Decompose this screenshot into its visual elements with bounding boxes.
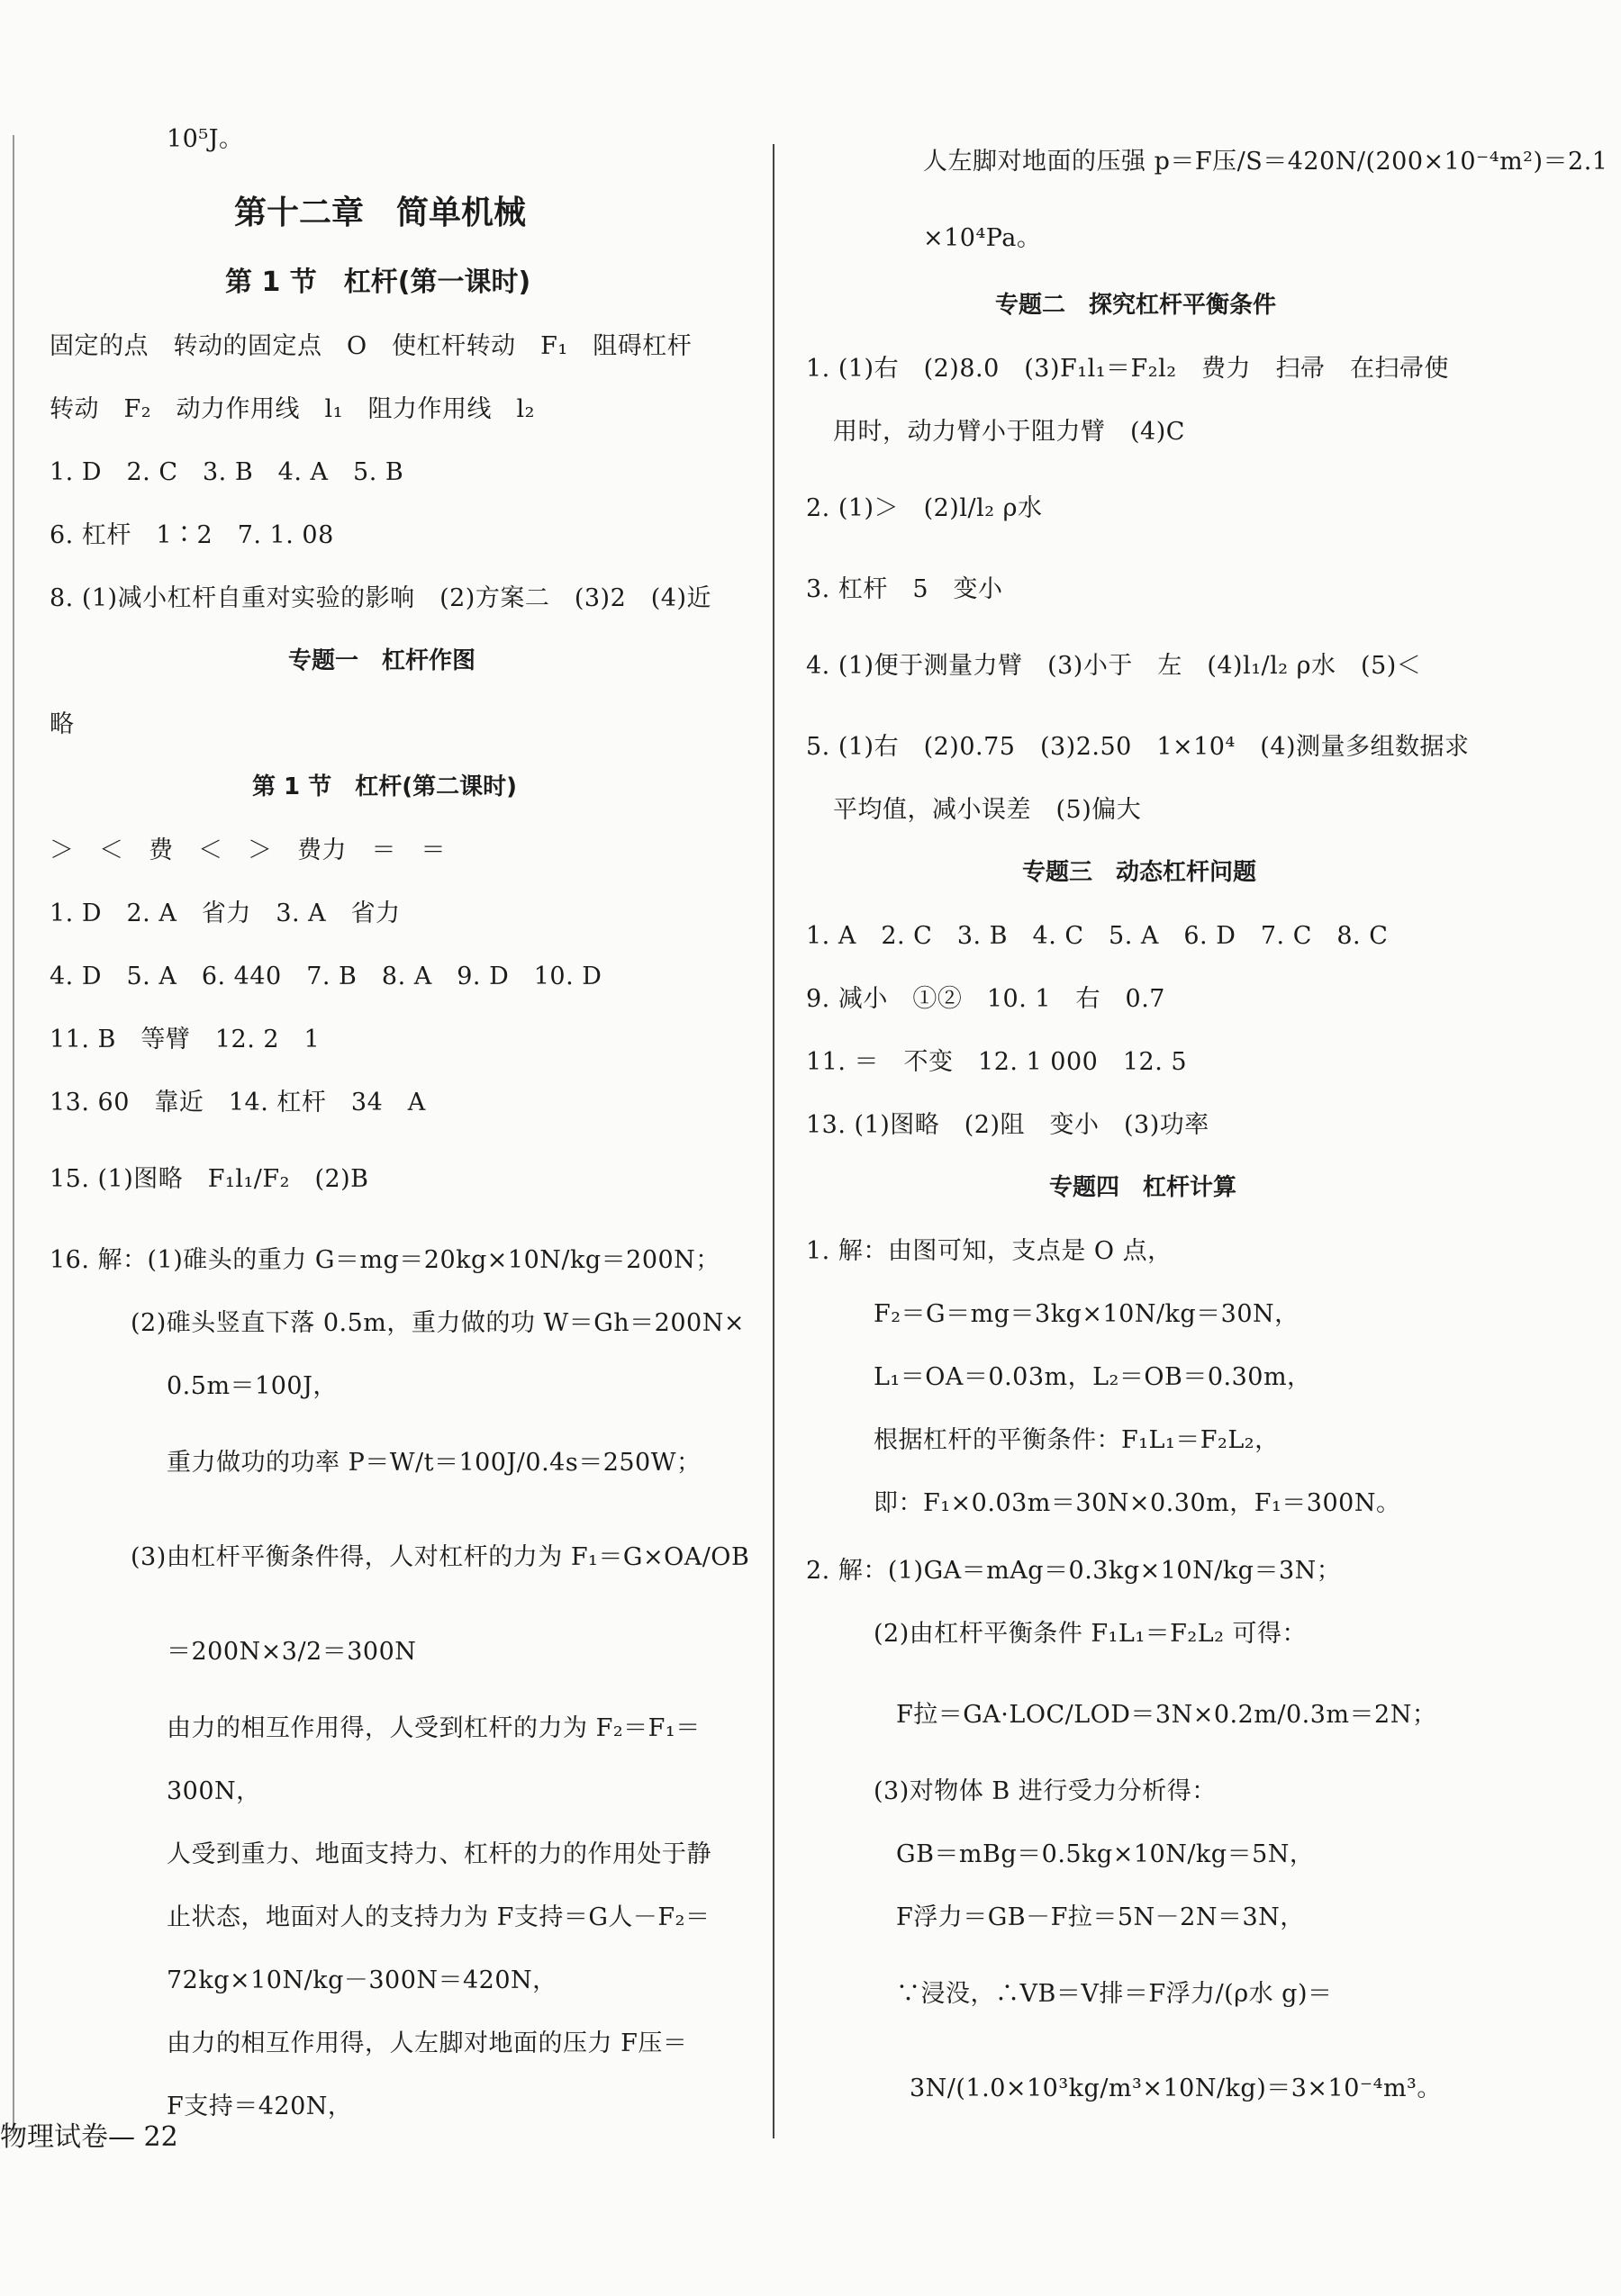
answer-line: 16. 解：(1)碓头的重力 G＝mg＝20kg×10N/kg＝200N； <box>50 1246 720 1274</box>
answer-line: 3. 杠杆 5 变小 <box>806 575 1003 603</box>
column-divider <box>773 144 774 2138</box>
answer-line: 止状态，地面对人的支持力为 F支持＝G人－F₂＝ <box>167 1903 711 1931</box>
answer-line: 11. ＝ 不变 12. 1 000 12. 5 <box>806 1048 1188 1076</box>
answer-line: 根据杠杆的平衡条件：F₁L₁＝F₂L₂， <box>874 1426 1280 1454</box>
answer-line: ＝200N×3/2＝300N <box>167 1638 417 1666</box>
answer-line: 13. 60 靠近 14. 杠杆 34 A <box>50 1089 426 1116</box>
answer-line: 重力做功的功率 P＝W/t＝100J/0.4s＝250W； <box>167 1449 702 1477</box>
answer-line: 6. 杠杆 1∶2 7. 1. 08 <box>50 521 334 549</box>
answer-line: 4. D 5. A 6. 440 7. B 8. A 9. D 10. D <box>50 963 602 990</box>
section-heading: 专题三 动态杠杆问题 <box>1022 859 1257 886</box>
answer-line: 4. (1)便于测量力臂 (3)小于 左 (4)l₁/l₂ ρ水 (5)＜ <box>806 652 1422 680</box>
answer-line: 1. A 2. C 3. B 4. C 5. A 6. D 7. C 8. C <box>806 922 1389 950</box>
answer-line: 9. 减小 ①② 10. 1 右 0.7 <box>806 985 1165 1013</box>
answer-line: 2. (1)＞ (2)l/l₂ ρ水 <box>806 494 1043 522</box>
section-heading: 专题二 探究杠杆平衡条件 <box>995 292 1277 319</box>
answer-line: F浮力＝GB－F拉＝5N－2N＝3N， <box>896 1903 1305 1931</box>
answer-line: F₂＝G＝mg＝3kg×10N/kg＝30N， <box>874 1300 1300 1328</box>
answer-line: ＞ ＜ 费 ＜ ＞ 费力 ＝ ＝ <box>50 836 446 864</box>
section-heading: 第 1 节 杠杆(第二课时) <box>252 773 517 800</box>
answer-line: 300N， <box>167 1777 261 1805</box>
page-footer: 物理试卷— 22 <box>0 2121 178 2153</box>
answer-line: 人左脚对地面的压强 p＝F压/S＝420N/(200×10⁻⁴m²)＝2.1 <box>923 148 1608 176</box>
answer-line: 13. (1)图略 (2)阻 变小 (3)功率 <box>806 1111 1209 1139</box>
answer-line: 由力的相互作用得，人受到杠杆的力为 F₂＝F₁＝ <box>167 1714 701 1742</box>
answer-line: 1. D 2. A 省力 3. A 省力 <box>50 899 401 927</box>
section-heading: 第十二章 简单机械 <box>234 194 527 231</box>
answer-line: 10⁵J。 <box>167 125 244 153</box>
answer-line: 略 <box>50 710 75 738</box>
answer-line: 1. (1)右 (2)8.0 (3)F₁l₁＝F₂l₂ 费力 扫帚 在扫帚使 <box>806 355 1450 383</box>
answer-line: L₁＝OA＝0.03m，L₂＝OB＝0.30m， <box>874 1363 1312 1391</box>
answer-line: 8. (1)减小杠杆自重对实验的影响 (2)方案二 (3)2 (4)近 <box>50 584 712 612</box>
answer-line: 固定的点 转动的固定点 O 使杠杆转动 F₁ 阻碍杠杆 <box>50 332 693 360</box>
answer-line: (3)对物体 B 进行受力分析得： <box>874 1777 1217 1805</box>
left-margin-line <box>13 135 14 2134</box>
answer-line: 3N/(1.0×10³kg/m³×10N/kg)＝3×10⁻⁴m³。 <box>910 2075 1442 2102</box>
answer-line: F拉＝GA·LOC/LOD＝3N×0.2m/0.3m＝2N； <box>896 1701 1437 1729</box>
answer-line: 2. 解：(1)GA＝mAg＝0.3kg×10N/kg＝3N； <box>806 1557 1342 1585</box>
answer-line: 0.5m＝100J， <box>167 1372 338 1400</box>
answer-line: (2)由杠杆平衡条件 F₁L₁＝F₂L₂ 可得： <box>874 1620 1308 1648</box>
answer-line: F支持＝420N， <box>167 2093 353 2120</box>
answer-line: GB＝mBg＝0.5kg×10N/kg＝5N， <box>896 1840 1315 1868</box>
answer-line: 平均值，减小误差 (5)偏大 <box>833 796 1142 824</box>
answer-line: 人受到重力、地面支持力、杠杆的力的作用处于静 <box>167 1840 711 1868</box>
answer-line: 15. (1)图略 F₁l₁/F₂ (2)B <box>50 1165 369 1193</box>
answer-line: 用时，动力臂小于阻力臂 (4)C <box>833 418 1185 446</box>
answer-line: (3)由杠杆平衡条件得，人对杠杆的力为 F₁＝G×OA/OB <box>131 1543 750 1571</box>
answer-line: 1. 解：由图可知，支点是 O 点， <box>806 1237 1173 1265</box>
answer-line: 11. B 等臂 12. 2 1 <box>50 1026 321 1053</box>
section-heading: 专题四 杠杆计算 <box>1049 1174 1237 1201</box>
answer-line: (2)碓头竖直下落 0.5m，重力做的功 W＝Gh＝200N× <box>131 1309 745 1337</box>
answer-line: 转动 F₂ 动力作用线 l₁ 阻力作用线 l₂ <box>50 395 535 423</box>
answer-line: ×10⁴Pa。 <box>923 224 1042 252</box>
section-heading: 第 1 节 杠杆(第一课时) <box>225 267 531 298</box>
answer-line: ∵浸没，∴VB＝V排＝F浮力/(ρ水 g)＝ <box>896 1980 1333 2008</box>
answer-line: 1. D 2. C 3. B 4. A 5. B <box>50 458 404 486</box>
section-heading: 专题一 杠杆作图 <box>288 647 476 674</box>
answer-line: 由力的相互作用得，人左脚对地面的压力 F压＝ <box>167 2029 688 2057</box>
answer-line: 72kg×10N/kg－300N＝420N， <box>167 1966 557 1994</box>
answer-line: 即：F₁×0.03m＝30N×0.30m，F₁＝300N。 <box>874 1489 1401 1517</box>
answer-line: 5. (1)右 (2)0.75 (3)2.50 1×10⁴ (4)测量多组数据求 <box>806 733 1470 761</box>
